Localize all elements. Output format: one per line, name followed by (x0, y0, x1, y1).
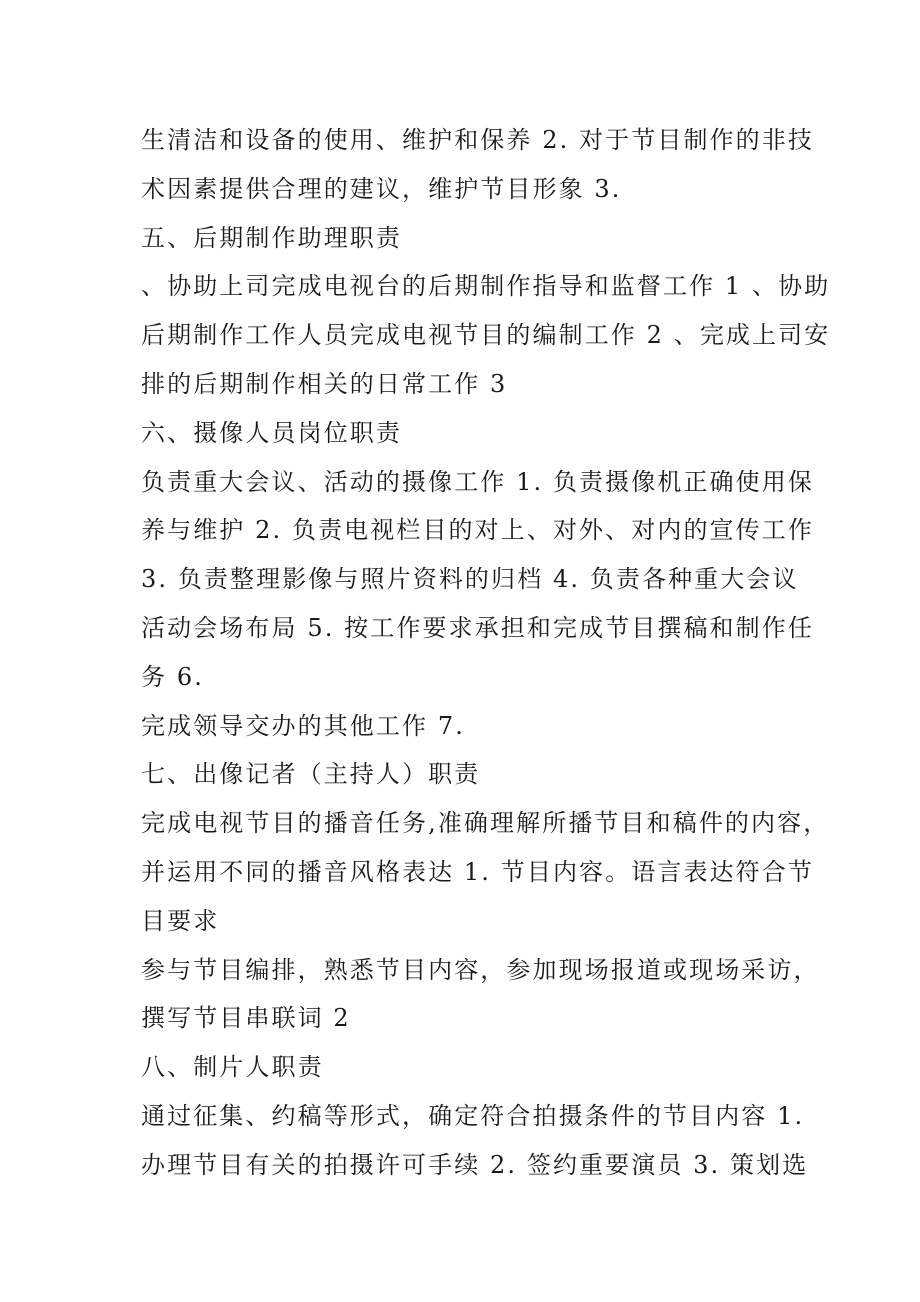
text-line: 完成电视节目的播音任务,准确理解所播节目和稿件的内容， (141, 809, 830, 838)
text-line: 参与节目编排，熟悉节目内容，参加现场报道或现场采访， (141, 955, 820, 984)
text-line: 负责重大会议、活动的摄像工作 1. 负责摄像机正确使用保 (141, 467, 814, 496)
section-heading: 五、后期制作助理职责 (141, 223, 402, 252)
text-line: 目要求 (141, 906, 220, 935)
text-line: 、协助上司完成电视台的后期制作指导和监督工作 1 、协助 (141, 272, 831, 301)
text-line: 3. 负责整理影像与照片资料的归档 4. 负责各种重大会议 (141, 565, 799, 594)
section-heading: 八、制片人职责 (141, 1053, 324, 1082)
document-body (141, 116, 831, 1190)
text-line: 务 6. (141, 662, 204, 691)
text-line: 完成领导交办的其他工作 7. (141, 711, 465, 740)
text-line: 并运用不同的播音风格表达 1. 节目内容。语言表达符合节 (141, 857, 814, 886)
text-line: 术因素提供合理的建议，维护节目形象 3. (141, 174, 622, 203)
text-line: 撰写节目串联词 2 (141, 1004, 351, 1033)
text-line: 生清洁和设备的使用、维护和保养 2. 对于节目制作的非技 (141, 126, 814, 154)
text-line: 养与维护 2. 负责电视栏目的对上、对外、对内的宣传工作 (141, 516, 814, 545)
text-line: 活动会场布局 5. 按工作要求承担和完成节目撰稿和制作任 (141, 613, 814, 642)
text-line: 后期制作工作人员完成电视节目的编制工作 2 、完成上司安 (141, 321, 831, 350)
text-line: 通过征集、约稿等形式，确定符合拍摄条件的节目内容 1. (141, 1101, 805, 1130)
section-heading: 七、出像记者（主持人）职责 (141, 760, 481, 789)
section-heading: 六、摄像人员岗位职责 (141, 418, 402, 447)
text-line: 办理节目有关的拍摄许可手续 2. 签约重要演员 3. 策划选 (141, 1150, 809, 1179)
text-line: 排的后期制作相关的日常工作 3 (141, 369, 508, 398)
